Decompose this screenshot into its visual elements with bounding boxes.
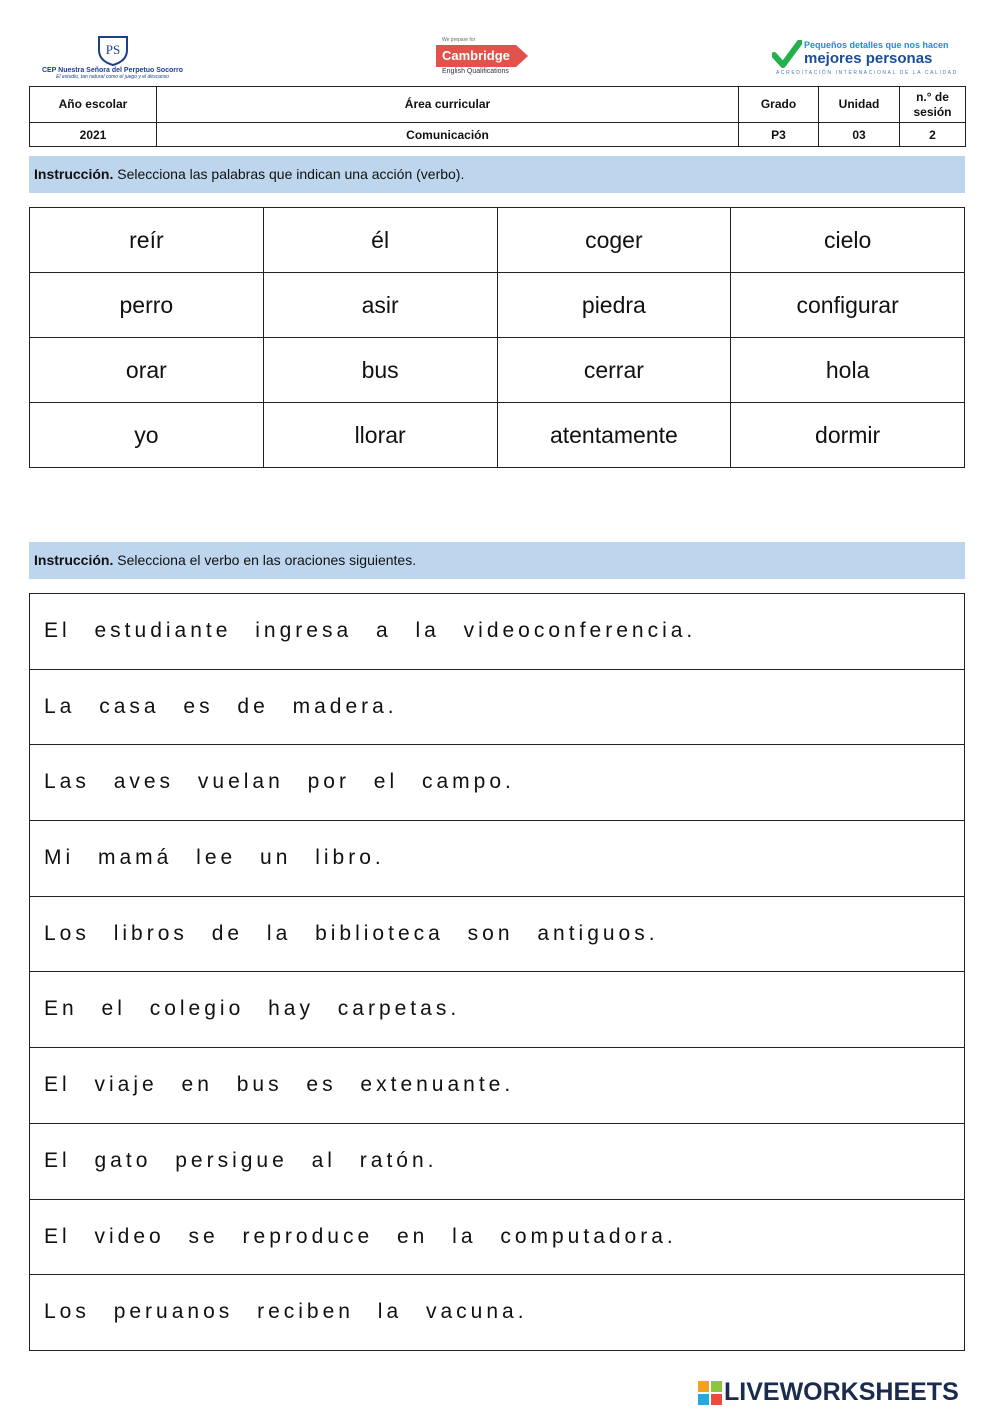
word-option[interactable]: cerrar <box>497 338 731 403</box>
instruction-bar-sentences <box>29 542 965 579</box>
word-grid <box>29 207 965 468</box>
value-session: 2 <box>900 123 966 147</box>
sentence-row[interactable]: La casa es de madera. <box>30 670 964 746</box>
value-school-year: 2021 <box>30 123 157 147</box>
cambridge-logo <box>436 37 531 83</box>
sentence-row[interactable]: Los libros de la biblioteca son antiguos. <box>30 897 964 973</box>
word-row <box>30 338 965 403</box>
school-name: CEP Nuestra Señora del Perpetuo Socorro <box>41 67 184 74</box>
word-option[interactable]: bus <box>263 338 497 403</box>
word-option[interactable]: dormir <box>731 403 965 468</box>
sentence-row[interactable]: Los peruanos reciben la vacuna. <box>30 1275 964 1351</box>
info-value-row <box>30 123 966 147</box>
header-school-year: Año escolar <box>30 87 157 123</box>
sentence-row[interactable]: El estudiante ingresa a la videoconferencia. <box>30 594 964 670</box>
instruction-text: Selecciona las palabras que indican una acción (verbo). <box>117 166 465 182</box>
word-option[interactable]: hola <box>731 338 965 403</box>
school-shield-icon <box>96 34 130 66</box>
quality-tagline: Pequeños detalles que nos hacen <box>804 40 949 50</box>
instruction-label: Instrucción. <box>34 552 114 568</box>
sentence-row[interactable]: Mi mamá lee un libro. <box>30 821 964 897</box>
cambridge-brand: Cambridge <box>442 48 510 63</box>
instruction-bar-verbs <box>29 156 965 193</box>
header-grade: Grado <box>739 87 819 123</box>
quality-accreditation: ACREDITACIÓN INTERNACIONAL DE LA CALIDAD <box>776 70 958 76</box>
sentence-row[interactable]: El gato persigue al ratón. <box>30 1124 964 1200</box>
sentence-row[interactable]: En el colegio hay carpetas. <box>30 972 964 1048</box>
header-unit: Unidad <box>819 87 900 123</box>
school-motto: El estudio, tan natural como el juego y el descanso <box>56 74 169 80</box>
liveworksheets-icon <box>698 1381 722 1405</box>
word-option[interactable]: él <box>263 208 497 273</box>
word-row <box>30 208 965 273</box>
sentence-row[interactable]: Las aves vuelan por el campo. <box>30 745 964 821</box>
word-option[interactable]: orar <box>30 338 264 403</box>
value-grade: P3 <box>739 123 819 147</box>
svg-text:PS: PS <box>105 42 120 57</box>
word-option[interactable]: asir <box>263 273 497 338</box>
word-option[interactable]: perro <box>30 273 264 338</box>
cambridge-tagline: We prepare for <box>442 37 476 43</box>
sentence-list <box>29 593 965 1351</box>
word-option[interactable]: atentamente <box>497 403 731 468</box>
word-option[interactable]: yo <box>30 403 264 468</box>
word-option[interactable]: configurar <box>731 273 965 338</box>
info-table <box>29 86 966 147</box>
instruction-text: Selecciona el verbo en las oraciones siguientes. <box>117 552 417 568</box>
checkmark-icon <box>772 40 802 68</box>
word-row <box>30 403 965 468</box>
instruction-label: Instrucción. <box>34 166 114 182</box>
word-option[interactable]: piedra <box>497 273 731 338</box>
word-option[interactable]: coger <box>497 208 731 273</box>
liveworksheets-text: LIVEWORKSHEETS <box>724 1378 959 1406</box>
word-option[interactable]: llorar <box>263 403 497 468</box>
word-option[interactable]: reír <box>30 208 264 273</box>
word-row <box>30 273 965 338</box>
value-unit: 03 <box>819 123 900 147</box>
header-curricular-area: Área curricular <box>157 87 739 123</box>
school-logo <box>40 34 185 82</box>
info-header-row <box>30 87 966 123</box>
value-curricular-area: Comunicación <box>157 123 739 147</box>
sentence-row[interactable]: El video se reproduce en la computadora. <box>30 1200 964 1276</box>
cambridge-subtitle: English Qualifications <box>442 68 509 75</box>
header-session: n.° de sesión <box>900 87 966 123</box>
liveworksheets-watermark <box>698 1377 998 1409</box>
quality-title: mejores personas <box>804 50 933 67</box>
sentence-row[interactable]: El viaje en bus es extenuante. <box>30 1048 964 1124</box>
word-option[interactable]: cielo <box>731 208 965 273</box>
quality-logo <box>770 38 958 80</box>
